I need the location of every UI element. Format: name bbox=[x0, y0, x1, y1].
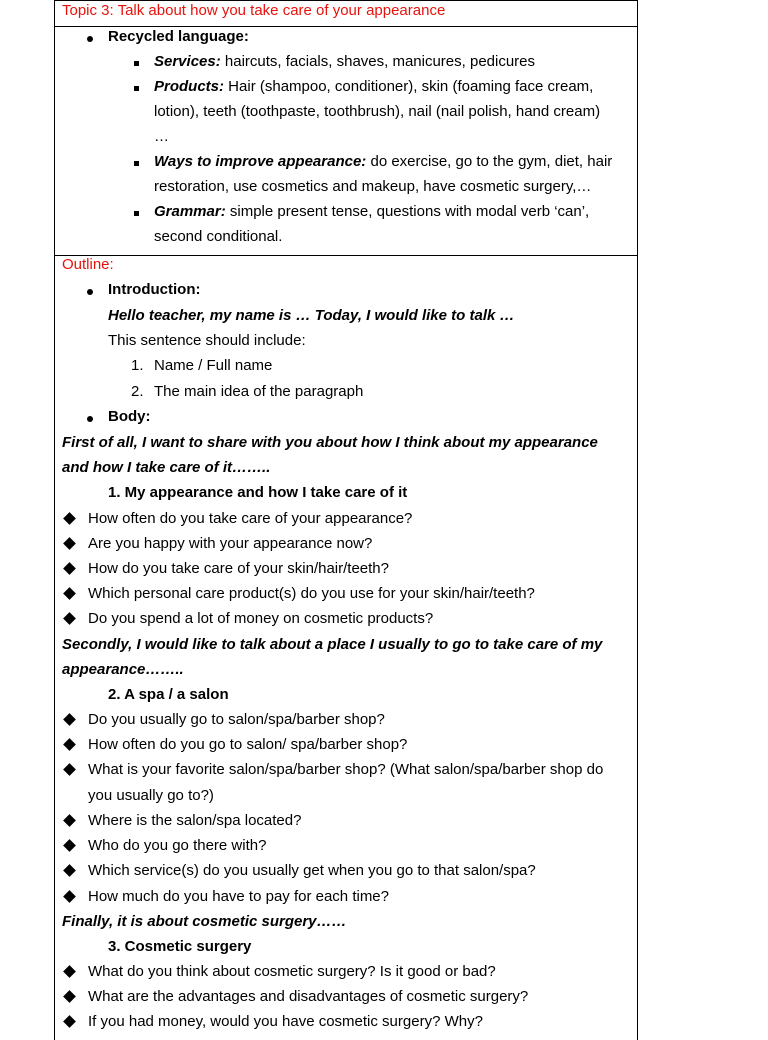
diamond-bullet-icon bbox=[63, 612, 76, 625]
diamond-bullet-icon bbox=[63, 1015, 76, 1028]
diamond-bullet-icon bbox=[63, 537, 76, 550]
question: Do you spend a lot of money on cosmetic products? bbox=[88, 610, 434, 627]
square-bullet-icon bbox=[134, 61, 139, 66]
ways-line bbox=[154, 153, 612, 171]
section-2-title: 2. A spa / a salon bbox=[108, 686, 229, 703]
bullet-dot-icon bbox=[87, 289, 93, 295]
question: How often do you take care of your appearance? bbox=[88, 510, 413, 527]
services-label: Services: bbox=[154, 53, 221, 70]
grammar-text: simple present tense, questions with modal verb ‘can’, bbox=[225, 203, 590, 220]
diamond-bullet-icon bbox=[63, 864, 76, 877]
products-line bbox=[154, 78, 593, 96]
recycled-language-cell bbox=[55, 27, 637, 256]
products-line-3: … bbox=[154, 128, 169, 145]
question: Which service(s) do you usually get when you go to that salon/spa? bbox=[88, 862, 536, 879]
ways-text: do exercise, go to the gym, diet, hair bbox=[366, 153, 613, 170]
transition-1: First of all, I want to share with you about how I think about my appearance bbox=[62, 434, 598, 451]
transition-1-line-2: and how I take care of it…….. bbox=[62, 459, 271, 476]
question: How much do you have to pay for each time? bbox=[88, 888, 389, 905]
products-line-2: lotion), teeth (toothpaste, toothbrush), nail (nail polish, hand cream) bbox=[154, 103, 601, 120]
diamond-bullet-icon bbox=[63, 512, 76, 525]
question: Do you usually go to salon/spa/barber shop? bbox=[88, 711, 385, 728]
body-heading: Body: bbox=[108, 408, 151, 425]
services-text: haircuts, facials, shaves, manicures, pedicures bbox=[220, 53, 536, 70]
diamond-bullet-icon bbox=[63, 839, 76, 852]
question: What do you think about cosmetic surgery? Is it good or bad? bbox=[88, 963, 496, 980]
intro-heading: Introduction: bbox=[108, 281, 201, 298]
intro-item: The main idea of the paragraph bbox=[154, 383, 364, 400]
grammar-line-2: second conditional. bbox=[154, 228, 283, 245]
diamond-bullet-icon bbox=[63, 990, 76, 1003]
topic-title: Topic 3: Talk about how you take care of your appearance bbox=[62, 2, 446, 19]
section-1-title: 1. My appearance and how I take care of it bbox=[108, 484, 408, 501]
grammar-label: Grammar: bbox=[154, 203, 226, 220]
bullet-dot-icon bbox=[87, 416, 93, 422]
question: What is your favorite salon/spa/barber shop? (What salon/spa/barber shop do bbox=[88, 761, 604, 778]
question: Which personal care product(s) do you use for your skin/hair/teeth? bbox=[88, 585, 535, 602]
square-bullet-icon bbox=[134, 161, 139, 166]
intro-include: This sentence should include: bbox=[108, 332, 306, 349]
question: How do you take care of your skin/hair/teeth? bbox=[88, 560, 389, 577]
recycled-heading: Recycled language: bbox=[108, 28, 249, 45]
intro-sentence: Hello teacher, my name is … Today, I would like to talk … bbox=[108, 307, 515, 324]
intro-item-number: 2. bbox=[131, 383, 144, 400]
ways-label: Ways to improve appearance: bbox=[154, 153, 367, 170]
services-line bbox=[154, 53, 535, 71]
question: How often do you go to salon/ spa/barber shop? bbox=[88, 736, 408, 753]
grammar-line bbox=[154, 203, 589, 221]
square-bullet-icon bbox=[134, 86, 139, 91]
diamond-bullet-icon bbox=[63, 738, 76, 751]
question: Where is the salon/spa located? bbox=[88, 812, 302, 829]
transition-3: Finally, it is about cosmetic surgery…… bbox=[62, 913, 347, 930]
title-row bbox=[55, 0, 637, 27]
transition-2: Secondly, I would like to talk about a place I usually to go to take care of my bbox=[62, 636, 603, 653]
question: If you had money, would you have cosmetic surgery? Why? bbox=[88, 1013, 483, 1030]
question: Who do you go there with? bbox=[88, 837, 267, 854]
intro-item-number: 1. bbox=[131, 357, 144, 374]
question: What are the advantages and disadvantages of cosmetic surgery? bbox=[88, 988, 529, 1005]
diamond-bullet-icon bbox=[63, 713, 76, 726]
square-bullet-icon bbox=[134, 211, 139, 216]
diamond-bullet-icon bbox=[63, 562, 76, 575]
outline-label: Outline: bbox=[62, 256, 114, 273]
products-label: Products: bbox=[154, 78, 225, 95]
transition-2-line-2: appearance…….. bbox=[62, 661, 184, 678]
question-continuation: you usually go to?) bbox=[88, 787, 214, 804]
question: Are you happy with your appearance now? bbox=[88, 535, 373, 552]
diamond-bullet-icon bbox=[63, 587, 76, 600]
diamond-bullet-icon bbox=[63, 763, 76, 776]
diamond-bullet-icon bbox=[63, 814, 76, 827]
products-text: Hair (shampoo, conditioner), skin (foaming face cream, bbox=[224, 78, 594, 95]
document-table bbox=[54, 0, 638, 1040]
diamond-bullet-icon bbox=[63, 890, 76, 903]
diamond-bullet-icon bbox=[63, 965, 76, 978]
section-3-title: 3. Cosmetic surgery bbox=[108, 938, 252, 955]
bullet-dot-icon bbox=[87, 36, 93, 42]
intro-item: Name / Full name bbox=[154, 357, 273, 374]
ways-line-2: restoration, use cosmetics and makeup, have cosmetic surgery,… bbox=[154, 178, 592, 195]
